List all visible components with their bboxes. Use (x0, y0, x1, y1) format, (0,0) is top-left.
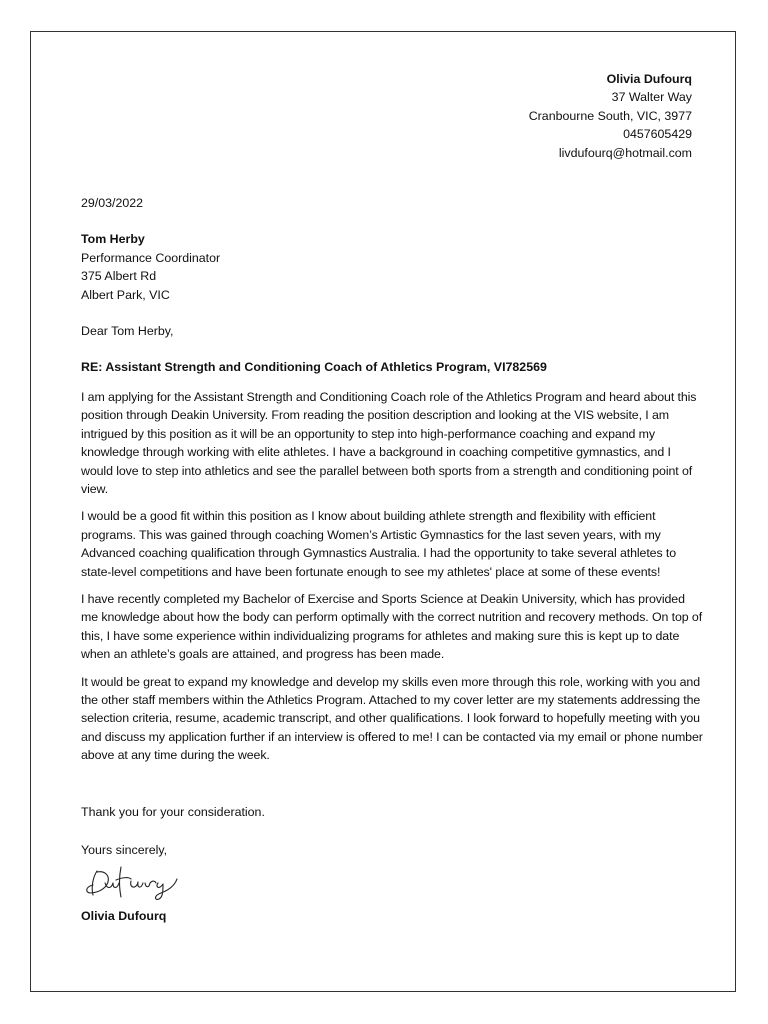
letter-page (30, 31, 736, 992)
sender-street: 37 Walter Way (611, 90, 692, 105)
letter-date: 29/03/2022 (81, 196, 144, 211)
recipient-title: Performance Coordinator (81, 250, 221, 265)
closing-line: Yours sincerely, (81, 843, 168, 857)
sender-block (81, 70, 692, 162)
body-paragraph-1: I am applying for the Assistant Strength and Conditioning Coach role of the Athletics Program and heard about this position through Deakin University. From reading the position description and looking at the VIS website, I am intrigued by this position as it will be an opportunity to step into high-performance coaching and expand my knowledge through working with elite athletes. I have a background in coaching competitive gymnastics, and I would love to step into athletics and see the parallel between both sports from a strength and conditioning point of view. (81, 389, 697, 496)
handwritten-signature (83, 863, 183, 905)
recipient-name: Tom Herby (81, 232, 145, 247)
letter-content (81, 70, 703, 926)
recipient-city: Albert Park, VIC (81, 287, 170, 302)
sender-email: livdufourq@hotmail.com (558, 145, 692, 160)
recipient-block (81, 230, 703, 304)
sender-city: Cranbourne South, VIC, 3977 (528, 108, 692, 123)
body-paragraph-2: I would be a good fit within this position as I know about building athlete strength and flexibility with efficient programs. This was gained through coaching Women’s Artistic Gymnastics for the last seven years, with my Advanced coaching qualification through Gymnastics Australia. I had the opportunity to take several athletes to state-level competitions and have been fortunate enough to see my athletes' place at some of these events! (81, 509, 677, 579)
body-paragraph-3: I have recently completed my Bachelor of Exercise and Sports Science at Deakin University, which has provided me knowledge about how the body can perform optimally with the correct nutrition and recovery methods. On top of this, I have some experience within individualizing programs for athletes and making sure this is kept up to date when an athlete’s goals are attained, and progress has been made. (81, 591, 703, 662)
recipient-street: 375 Albert Rd (81, 269, 157, 284)
signer-name: Olivia Dufourq (81, 909, 167, 924)
sender-name: Olivia Dufourq (606, 72, 692, 86)
body-paragraph-4: It would be great to expand my knowledge and develop my skills even more through this role, working with you and the other staff members within the Athletics Program. Attached to my cover letter are my statements addressing the selection criteria, resume, academic transcript, and other qualifications. I look forward to hopefully meeting with you and discuss my application further if an interview is offered to me! I can be contacted via my email or phone number above at any time during the week. (81, 674, 703, 763)
sender-phone: 0457605429 (623, 127, 692, 142)
subject-line: RE: Assistant Strength and Conditioning Coach of Athletics Program, VI782569 (81, 360, 547, 375)
thanks-line: Thank you for your consideration. (81, 804, 265, 819)
greeting: Dear Tom Herby, (81, 324, 174, 339)
